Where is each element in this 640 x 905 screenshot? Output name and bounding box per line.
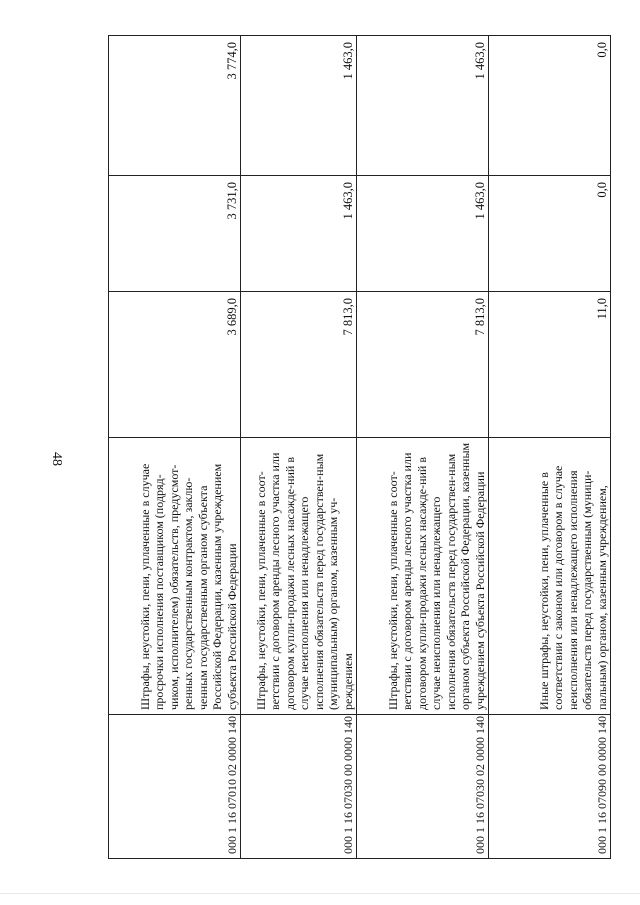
value-year2-cell: 1 463,0	[357, 176, 489, 292]
value-year3-cell: 1 463,0	[241, 36, 357, 176]
value-year3-cell: 1 463,0	[357, 36, 489, 176]
budget-revenue-table	[108, 35, 611, 859]
budget-code-cell: 000 1 16 07010 02 0000 140	[109, 715, 241, 859]
description-cell: Штрафы, неустойки, пени, уплаченные в соот-ветствии с договором аренды лесного участка или договором купли-продажи лесных насажде-ний в случае неисполнения или ненадлежащего исполнения обязательств перед государствен-ным (муниципальным) органом, казенным уч-реждением	[241, 438, 357, 715]
table-row	[109, 36, 241, 859]
rotated-table-frame	[108, 42, 610, 859]
value-year1-cell: 7 813,0	[241, 292, 357, 438]
budget-code-cell: 000 1 16 07030 02 0000 140	[357, 715, 489, 859]
value-year1-cell: 3 689,0	[109, 292, 241, 438]
value-year2-cell: 1 463,0	[241, 176, 357, 292]
value-year2-cell: 0,0	[489, 176, 611, 292]
page-number: 48	[49, 452, 64, 466]
table-row	[489, 36, 611, 859]
description-cell: Штрафы, неустойки, пени, уплаченные в соот-ветствии с договором аренды лесного участка или договором купли-продажи лесных насажде-ний в случае неисполнения или ненадлежащего исполнения обязательств перед государствен-ным органом субъекта Российской Федерации, казенным учреждением субъекта Российской Федерации	[357, 438, 489, 715]
table-row	[357, 36, 489, 859]
description-cell: Штрафы, неустойки, пени, уплаченные в случае просрочки исполнения поставщиком (подряд-чиком, исполнителем) обязательств, предусмот-ренных государственным контрактом, заклю-ченным государственным органом субъекта Российской Федерации, казенным учреждением субъекта Российской Федерации	[109, 438, 241, 715]
budget-code-cell: 000 1 16 07090 00 0000 140	[489, 715, 611, 859]
description-cell: Иные штрафы, неустойки, пени, уплаченные в соответствии с законом или договором в случае неисполнения или ненадлежащего исполнения обязательств перед государственным (муници-пальным) органом, казенным учреждением,	[489, 438, 611, 715]
value-year3-cell: 0,0	[489, 36, 611, 176]
value-year1-cell: 11,0	[489, 292, 611, 438]
value-year1-cell: 7 813,0	[357, 292, 489, 438]
budget-code-cell: 000 1 16 07030 00 0000 140	[241, 715, 357, 859]
rotated-table-container	[108, 42, 610, 859]
value-year2-cell: 3 731,0	[109, 176, 241, 292]
table-row	[241, 36, 357, 859]
scan-edge-divider	[0, 893, 640, 894]
value-year3-cell: 3 774,0	[109, 36, 241, 176]
